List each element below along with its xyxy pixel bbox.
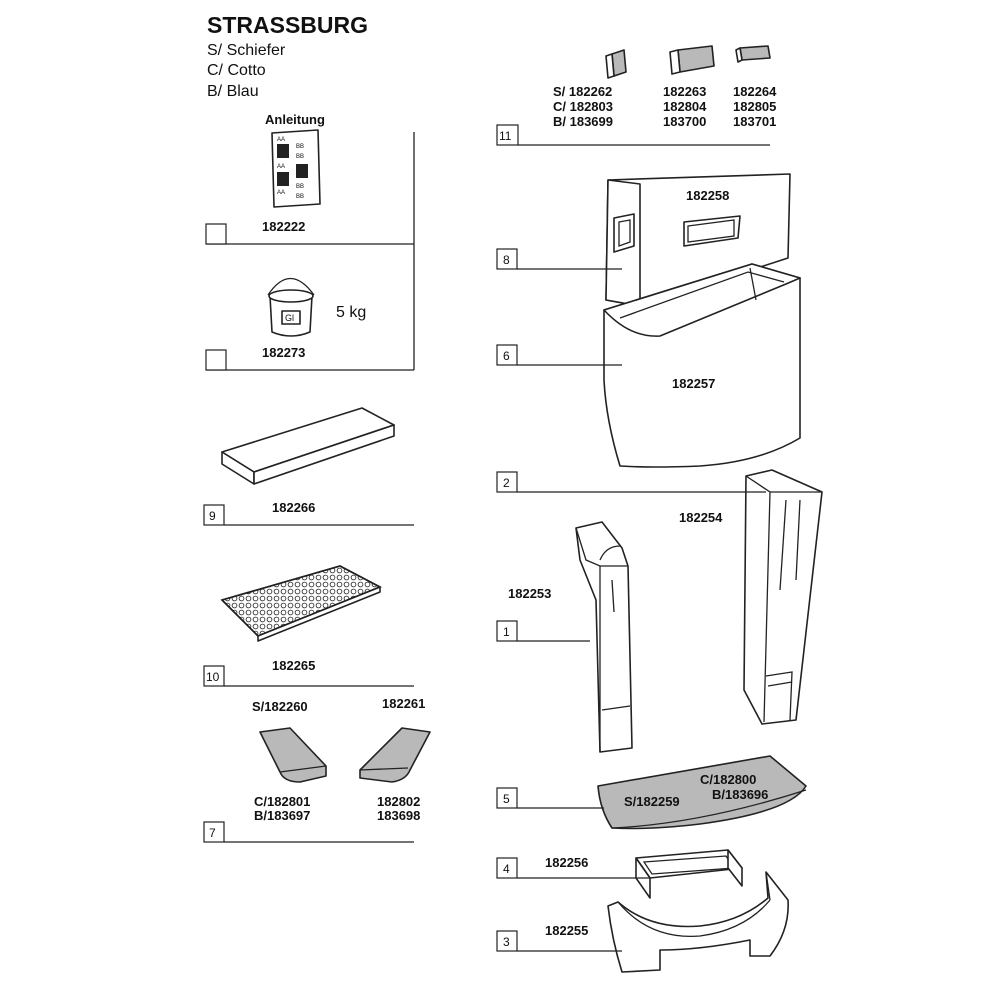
part-no-182805: 182805: [733, 99, 777, 114]
part-no-182261: 182261: [382, 696, 426, 711]
checkbox-glue[interactable]: [206, 350, 226, 370]
part-no-182804: 182804: [663, 99, 707, 114]
part-no-c-182801: C/182801: [254, 794, 311, 809]
pos-number: 8: [503, 253, 510, 267]
part-no-182256: 182256: [545, 855, 589, 870]
pos-number: 6: [503, 349, 510, 363]
title: STRASSBURG: [207, 12, 369, 38]
part-no-b-183696: B/183696: [712, 787, 769, 802]
right-pillar-part-icon: [744, 470, 822, 724]
part-no-182265: 182265: [272, 658, 316, 673]
part-no-s-182262: S/ 182262: [553, 84, 613, 99]
sheet-code: BB: [296, 154, 305, 160]
part-no-182264: 182264: [733, 84, 777, 99]
side-stone-left-icon: [260, 728, 326, 782]
part-no-182802: 182802: [377, 794, 421, 809]
small-frame-part-icon: [636, 850, 742, 898]
sheet-code: BB: [296, 194, 305, 200]
pos-number: 11: [499, 129, 512, 143]
side-stone-right-icon: [360, 728, 430, 782]
part-no-182257: 182257: [672, 376, 716, 391]
pos-number: 2: [503, 476, 510, 490]
pos-number: 4: [503, 862, 510, 876]
part-no-s-182260: S/182260: [252, 699, 308, 714]
manual-part-no: 182222: [262, 219, 306, 234]
sheet-code: AA: [277, 164, 286, 170]
manual-label: Anleitung: [265, 112, 325, 127]
pos-number: 1: [503, 625, 510, 639]
sheet-code: AA: [277, 137, 286, 143]
perforated-plate-icon: [222, 566, 380, 641]
part-no-182253: 182253: [508, 586, 552, 601]
sheet-code: BB: [296, 144, 305, 150]
glue-weight: 5 kg: [336, 304, 367, 321]
manual-sheet-icon: [272, 130, 320, 207]
pos-number: 9: [209, 509, 216, 523]
part-no-c-182800: C/182800: [700, 772, 757, 787]
bucket-label: Gl: [285, 313, 294, 323]
part-no-182258: 182258: [686, 188, 730, 203]
part-no-182255: 182255: [545, 923, 589, 938]
pos-number: 10: [206, 670, 220, 684]
base-part-icon: [608, 872, 788, 972]
part-no-s-182259: S/182259: [624, 794, 680, 809]
pos-number: 7: [209, 826, 216, 840]
part-no-182254: 182254: [679, 510, 723, 525]
part-no-182263: 182263: [663, 84, 707, 99]
variant-s: S/ Schiefer: [207, 42, 286, 59]
variant-c: C/ Cotto: [207, 62, 266, 79]
floor-plate-part-icon: [598, 756, 806, 829]
board-part-icon: [222, 408, 394, 484]
part-no-c-182803: C/ 182803: [553, 99, 613, 114]
part-no-b-183697: B/183697: [254, 808, 311, 823]
pos-number: 3: [503, 935, 510, 949]
glue-part-no: 182273: [262, 345, 306, 360]
sheet-code: AA: [277, 190, 286, 196]
left-pillar-part-icon: [576, 522, 632, 752]
wedge-brick-flat-icon: [736, 46, 770, 62]
wedge-brick-small-icon: [606, 50, 626, 78]
part-no-183700: 183700: [663, 114, 707, 129]
glue-bucket-icon: [268, 279, 314, 337]
pos-number: 5: [503, 792, 510, 806]
part-no-b-183699: B/ 183699: [553, 114, 613, 129]
part-no-183701: 183701: [733, 114, 777, 129]
variant-b: B/ Blau: [207, 83, 259, 100]
part-no-183698: 183698: [377, 808, 421, 823]
checkbox-manual[interactable]: [206, 224, 226, 244]
wedge-brick-large-icon: [670, 46, 714, 74]
part-no-182266: 182266: [272, 500, 316, 515]
sheet-code: BB: [296, 184, 305, 190]
